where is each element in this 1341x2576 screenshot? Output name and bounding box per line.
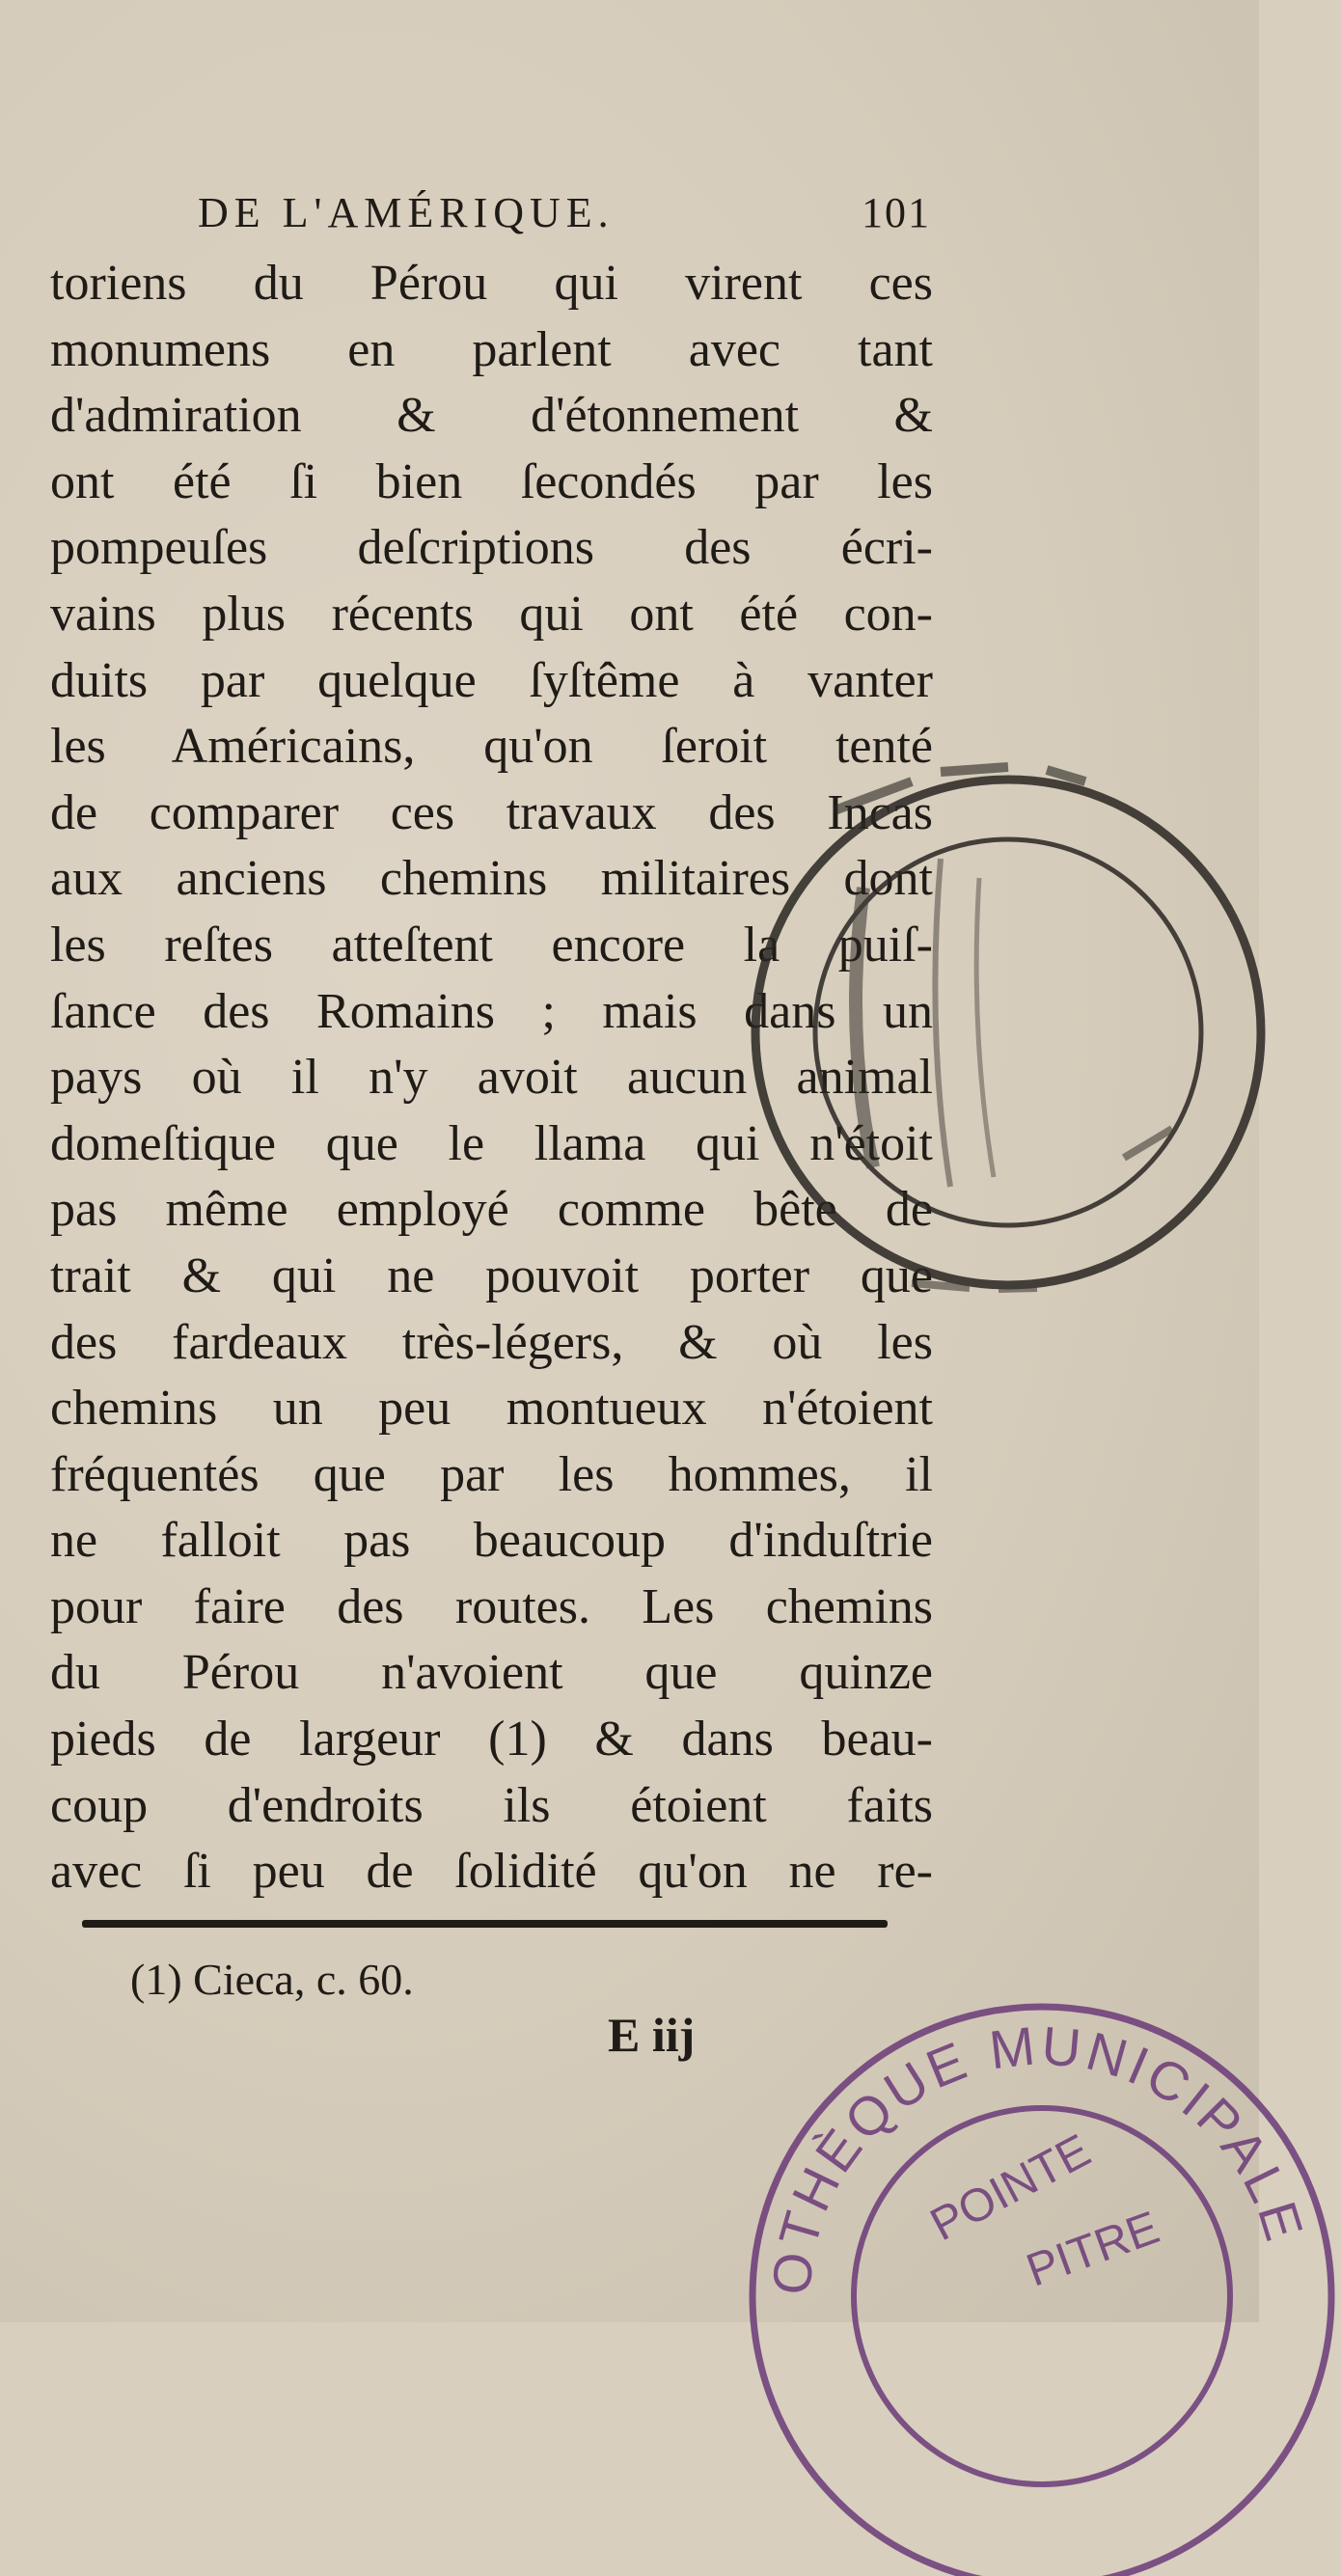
text-line: domeſtique que le llama qui n'étoit bbox=[50, 1115, 933, 1171]
text-line: d'admiration & d'étonnement & bbox=[50, 388, 933, 444]
text-line: pompeuſes deſcriptions des écri- bbox=[50, 520, 933, 576]
text-line: de comparer ces travaux des Incas bbox=[50, 784, 933, 840]
text-line: aux anciens chemins militaires dont bbox=[50, 851, 933, 907]
page-number: 101 bbox=[862, 189, 931, 236]
text-line: trait & qui ne pouvoit porter que bbox=[50, 1247, 933, 1303]
svg-text:OTHÈQUE MUNICIPALE bbox=[760, 2014, 1316, 2297]
text-line: ſance des Romains ; mais dans un bbox=[50, 983, 933, 1039]
stamp-outer-text: OTHÈQUE MUNICIPALE bbox=[760, 2014, 1317, 2298]
text-line: pour faire des routes. Les chemins bbox=[50, 1578, 933, 1634]
running-header bbox=[198, 178, 931, 246]
text-line: des fardeaux très-légers, & où les bbox=[50, 1314, 933, 1370]
text-line: fréquentés que par les hommes, il bbox=[50, 1446, 933, 1502]
text-line: vains plus récents qui ont été con- bbox=[50, 586, 933, 642]
text-line: du Pérou n'avoient que quinze bbox=[50, 1645, 933, 1701]
footnote: (1) Cieca, c. 60. bbox=[130, 1955, 414, 2004]
stamp-inner-text-1: POINTE bbox=[922, 2124, 1099, 2252]
purple-library-stamp bbox=[743, 1978, 1341, 2576]
text-line: les Américains, qu'on ſeroit tenté bbox=[50, 719, 933, 775]
text-line: chemins un peu montueux n'étoient bbox=[50, 1381, 933, 1437]
text-line: ne falloit pas beaucoup d'induſtrie bbox=[50, 1513, 933, 1569]
text-line: ont été ſi bien ſecondés par les bbox=[50, 453, 933, 509]
signature-mark: E iij bbox=[608, 2008, 696, 2062]
text-line: toriens du Pérou qui virent ces bbox=[50, 256, 933, 311]
text-line: les reſtes atteſtent encore la puiſ- bbox=[50, 917, 933, 973]
text-line: coup d'endroits ils étoient faits bbox=[50, 1777, 933, 1833]
text-line: pieds de largeur (1) & dans beau- bbox=[50, 1712, 933, 1768]
running-title: DE L'AMÉRIQUE. bbox=[198, 189, 615, 236]
footnote-rule bbox=[82, 1920, 888, 1928]
text-line: duits par quelque ſyſtême à vanter bbox=[50, 652, 933, 708]
text-line: pas même employé comme bête de bbox=[50, 1182, 933, 1238]
text-line: monumens en parlent avec tant bbox=[50, 321, 933, 377]
text-line: pays où il n'y avoit aucun animal bbox=[50, 1050, 933, 1106]
text-line: avec ſi peu de ſolidité qu'on ne re- bbox=[50, 1844, 933, 1900]
stamp-inner-text-2: PITRE bbox=[1020, 2202, 1166, 2297]
body-text bbox=[50, 251, 933, 1905]
